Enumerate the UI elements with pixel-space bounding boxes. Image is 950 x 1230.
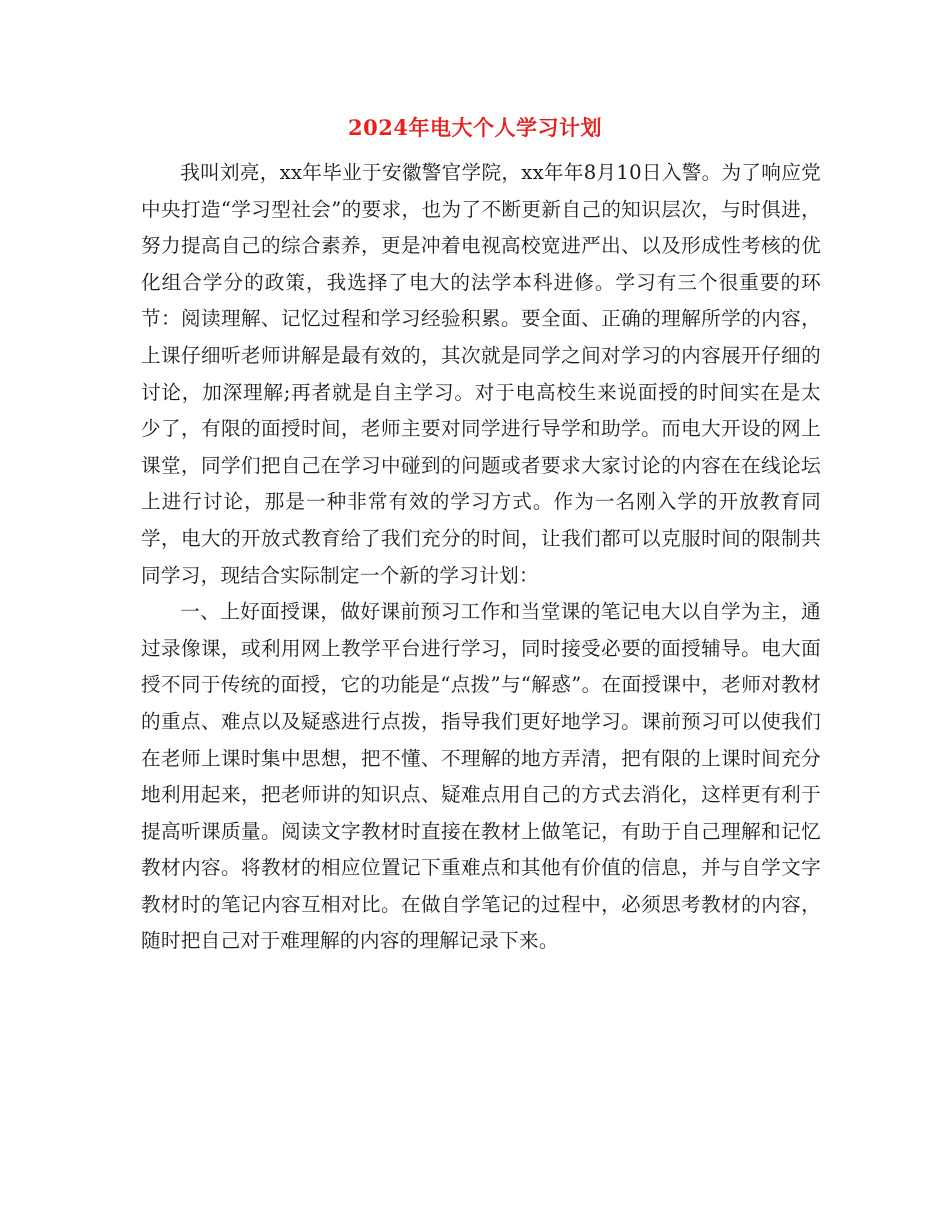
paragraph-intro: 我叫刘亮，xx年毕业于安徽警官学院，xx年年8月10日入警。为了响应党中央打造“学习型社会”的要求，也为了不断更新自己的知识层次，与时俱进，努力提高自己的综合素养，更是冲着电视高校宽进严出、以及形成性考核的优化组合学分的政策，我选择了电大的法学本科进修。学习有三个很重要的环节：阅读理解、记忆过程和学习经验积累。要全面、正确的理解所学的内容，上课仔细听老师讲解是最有效的，其次就是同学之间对学习的内容展开仔细的讨论，加深理解;再者就是自主学习。对于电高校生来说面授的时间实在是太少了，有限的面授时间，老师主要对同学进行导学和助学。而电大开设的网上课堂，同学们把自己在学习中碰到的问题或者要求大家讨论的内容在在线论坛上进行讨论，那是一种非常有效的学习方式。作为一名刚入学的开放教育同学，电大的开放式教育给了我们充分的时间，让我们都可以克服时间的限制共同学习，现结合实际制定一个新的学习计划：	[141, 161, 821, 587]
document-body	[141, 155, 821, 960]
document-title: 2024年电大个人学习计划	[348, 115, 602, 140]
paragraph-section-one: 一、上好面授课，做好课前预习工作和当堂课的笔记电大以自学为主，通过录像课，或利用网上教学平台进行学习，同时接受必要的面授辅导。电大面授不同于传统的面授，它的功能是“点拨”与“解惑”。在面授课中，老师对教材的重点、难点以及疑惑进行点拨，指导我们更好地学习。课前预习可以使我们在老师上课时集中思想，把不懂、不理解的地方弄清，把有限的上课时间充分地利用起来，把老师讲的知识点、疑难点用自己的方式去消化，这样更有利于提高听课质量。阅读文字教材时直接在教材上做笔记，有助于自己理解和记忆教材内容。将教材的相应位置记下重难点和其他有价值的信息，并与自学文字教材时的笔记内容互相对比。在做自学笔记的过程中，必须思考教材的内容，随时把自己对于难理解的内容的理解记录下来。	[141, 600, 821, 953]
